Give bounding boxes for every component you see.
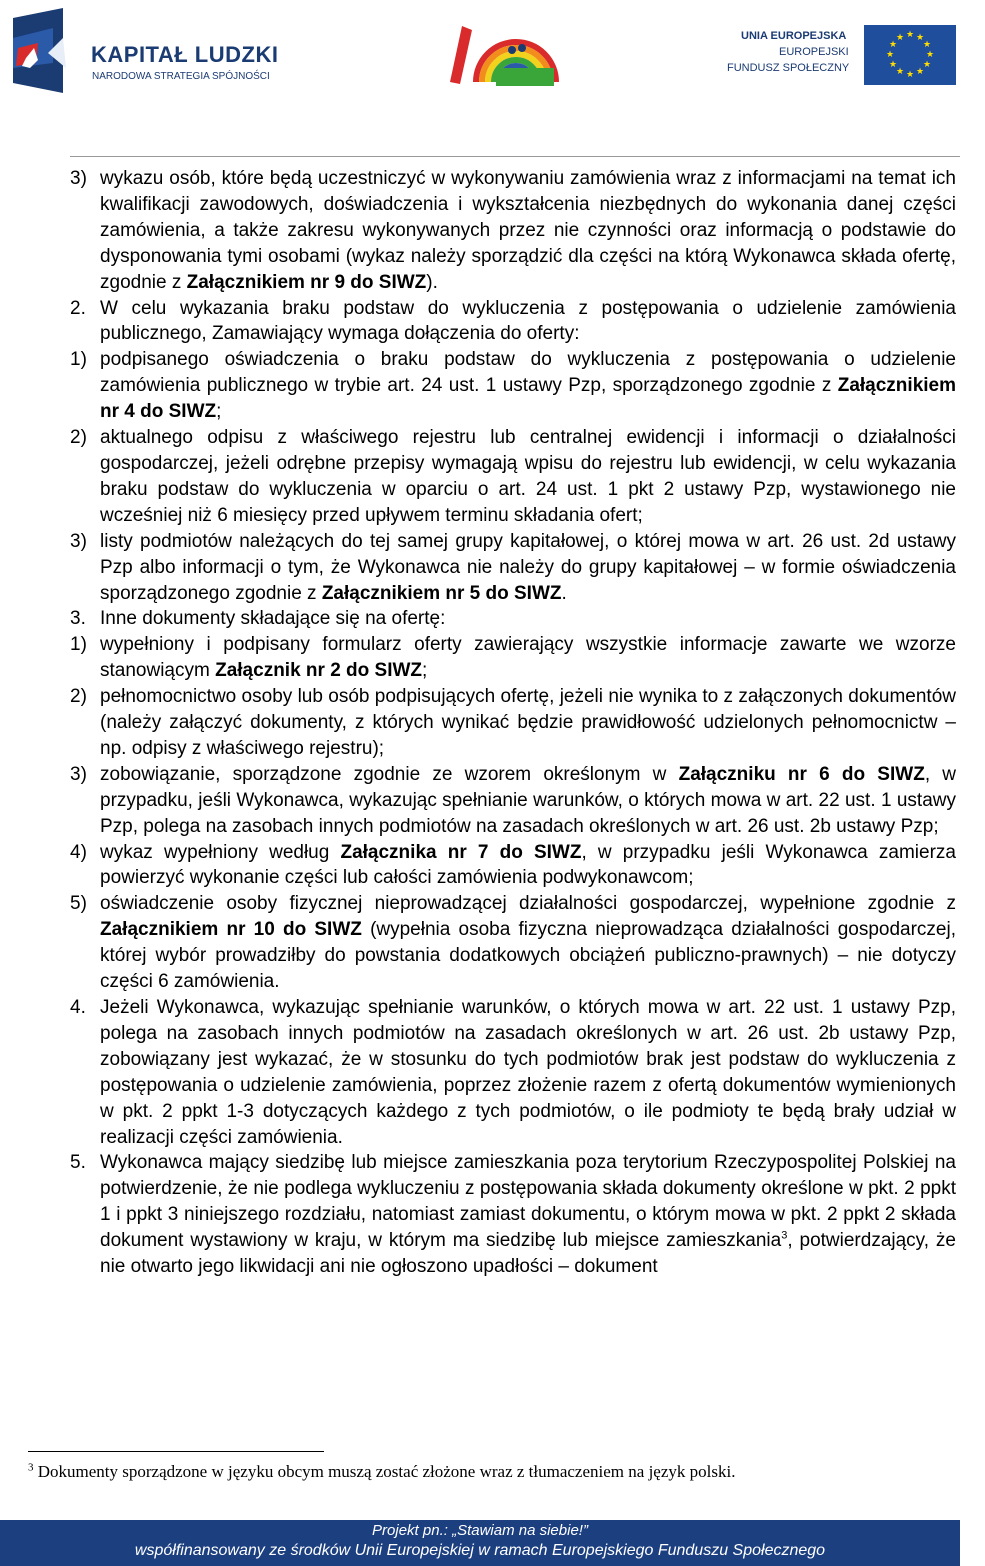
list-item — [70, 425, 956, 529]
item-text: ). — [426, 271, 438, 293]
header-divider — [70, 156, 960, 157]
section-5 — [70, 1150, 956, 1280]
footer-project-name: Projekt pn.: „Stawiam na siebie!” — [372, 1522, 588, 1539]
svg-text:★: ★ — [905, 30, 915, 40]
item-number: 2) — [70, 427, 87, 449]
section-number: 4. — [70, 997, 86, 1018]
svg-text:★: ★ — [925, 50, 935, 60]
svg-text:★: ★ — [895, 33, 905, 43]
footer-funding-note: współfinansowany ze środków Unii Europejskiej w ramach Europejskiego Funduszu Społecznego — [134, 1542, 826, 1559]
mopr-rainbow-icon — [446, 22, 558, 86]
item-text: ; — [422, 660, 428, 682]
item-text: aktualnego odpisu z właściwego rejestru lub centralnej ewidencji i informacji o działalności gospodarczej, jeżeli odrębne przepisy wymagają wpisu do rejestru lub ewidencji, w celu wykazania braku podstaw do wykluczenia w oparciu o art. 24 ust. 1 pkt 2 ustawy Pzp, wystawionego nie wcześniej niż 6 miesięcy przed upływem terminu składania ofert; — [100, 427, 956, 526]
item-number: 5) — [70, 893, 87, 915]
section-number: 2. — [70, 297, 86, 319]
mopr-brand: MOPR — [946, 88, 985, 103]
item-number: 1) — [70, 634, 87, 656]
item-text: zobowiązanie, sporządzone zgodnie ze wzorem określonym w — [100, 763, 679, 785]
footnote-divider — [28, 1451, 324, 1452]
document-body — [70, 166, 956, 1280]
list-item — [70, 347, 956, 425]
section-text: W celu wykazania braku podstaw do wykluczenia z postępowania o udzielenie zamówienia publicznego, Zamawiający wymaga dołączenia do oferty: — [100, 297, 956, 345]
item-bold: Załącznikiem nr 5 do SIWZ — [321, 582, 562, 604]
eu-logo-line-3: FUNDUSZ SPOŁECZNY — [727, 62, 850, 74]
item-bold: Załącznikiem nr 9 do SIWZ — [186, 271, 427, 293]
list-item — [70, 840, 956, 892]
section-3 — [70, 606, 956, 632]
footnote — [28, 1462, 735, 1482]
section-4 — [70, 995, 956, 1150]
item-number: 3) — [70, 168, 87, 189]
item-text: , w przypadku, jeśli Wykonawca, wykazując spełnianie warunków, o których mowa w art. 22 ust. 1 ustawy Pzp, polega na zasobach innych podmiotów na zasadach określonych w art. 26 ust. 2b ustawy Pzp; — [100, 763, 957, 837]
svg-text:★: ★ — [915, 33, 925, 43]
item-number: 2) — [70, 686, 87, 708]
eu-flag-icon — [864, 25, 956, 85]
item-bold: Załączniku nr 6 do SIWZ — [678, 763, 925, 785]
item-text: podpisanego oświadczenia o braku podstaw do wykluczenia z postępowania o udzielenie zamówienia publicznego w trybie art. 24 ust. 1 ustawy Pzp, sporządzonego zgodnie z — [100, 349, 956, 397]
section-text: Inne dokumenty składające się na ofertę: — [100, 608, 446, 630]
item-text: ; — [216, 401, 222, 423]
list-item — [70, 632, 956, 684]
item-text: wykaz wypełniony według — [100, 841, 341, 863]
kapital-ludzki-subtitle: NARODOWA STRATEGIA SPÓJNOŚCI — [92, 71, 270, 82]
item-bold: Załącznik nr 2 do SIWZ — [215, 660, 423, 682]
svg-text:★: ★ — [905, 70, 915, 80]
section-text: , potwierdzający, że nie otwarto jego likwidacji ani nie ogłoszono upadłości – dokument — [100, 1230, 956, 1278]
svg-text:★: ★ — [888, 60, 898, 70]
footnote-marker: 3 — [28, 1461, 34, 1474]
svg-text:★: ★ — [888, 40, 898, 50]
kapital-ludzki-title: KAPITAŁ LUDZKI — [91, 42, 279, 67]
item-text: . — [561, 582, 567, 604]
item-number: 4) — [70, 841, 87, 863]
svg-text:★: ★ — [895, 67, 905, 77]
item-text: oświadczenie osoby fizycznej nieprowadzącej działalności gospodarczej, wypełnione zgodnie z — [100, 893, 956, 915]
svg-text:★: ★ — [922, 60, 932, 70]
item-text: pełnomocnictwo osoby lub osób podpisujących ofertę, jeżeli nie wynika to z załączonych dokumentów (należy załączyć dokumenty, z których wynikać będzie prawidłowość udzielonych pełnomocnictw – np. odpisy z właściwego rejestru); — [100, 686, 956, 759]
list-item — [70, 762, 956, 840]
section-text: Wykonawca mający siedzibę lub miejsce zamieszkania poza terytorium Rzeczypospolitej Polskiej na potwierdzenie, że nie podlega wykluczeniu z postępowania składa dokumenty określone w pkt. 2 ppkt 1 i ppkt 3 niniejszego rozdziału, natomiast zamiast dokumentu, o którym mowa w pkt. 2 ppkt 2 składa dokument wystawiony w kraju, w którym ma siedzibę lub miejsce zamieszkania — [100, 1152, 956, 1252]
item-text: wypełniony i podpisany formularz oferty zawierający wszystkie informacje zawarte we wzorze stanowiącym — [100, 634, 956, 682]
list-item — [70, 891, 956, 995]
item-number: 1) — [70, 349, 87, 371]
item-number: 3) — [70, 530, 87, 552]
item-bold: Załącznikiem nr 4 do SIWZ — [100, 375, 956, 423]
eu-logo-line-1: UNIA EUROPEJSKA — [741, 30, 847, 42]
section-number: 3. — [70, 608, 86, 630]
item-bold: Załącznika nr 7 do SIWZ — [340, 841, 582, 863]
item-bold: Załącznikiem nr 10 do SIWZ — [100, 919, 362, 941]
footnote-reference: 3 — [781, 1229, 788, 1242]
kapital-ludzki-emblem-icon — [8, 8, 88, 98]
eu-logo-line-2: EUROPEJSKI — [779, 46, 849, 58]
svg-text:★: ★ — [885, 50, 895, 60]
section-number: 5. — [70, 1152, 86, 1174]
item-text: , w przypadku jeśli Wykonawca zamierza powierzyć wykonanie części lub całości zamówienia podwykonawcom; — [100, 841, 956, 889]
list-item — [70, 684, 956, 762]
kapital-ludzki-logo — [8, 8, 308, 98]
list-item — [70, 529, 956, 607]
section-2 — [70, 296, 956, 348]
item-text: listy podmiotów należących do tej samej grupy kapitałowej, o której mowa w art. 26 ust. 2d ustawy Pzp albo informacji o tym, że Wykonawca nie należy do grupy kapitałowej – w formie oświadczenia sporządzonego zgodnie z — [100, 530, 956, 604]
item-text: wykazu osób, które będą uczestniczyć w wykonywaniu zamówienia wraz z informacjami na temat ich kwalifikacji zawodowych, doświadczenia i wykształcenia niezbędnych do wykonania danej części zamówienia, a także zakresu wykonywanych przez nie czynności oraz informacją o podstawie do dysponowania tymi osobami (wykaz należy sporządzić dla części na którą Wykonawca składa ofertę, zgodnie z — [100, 168, 956, 293]
footnote-text: Dokumenty sporządzone w języku obcym muszą zostać złożone wraz z tłumaczeniem na język polski. — [33, 1462, 736, 1481]
item-number: 3) — [70, 763, 87, 785]
section-text: Jeżeli Wykonawca, wykazując spełnianie warunków, o których mowa w art. 22 ust. 1 ustawy Pzp, polega na zasobach innych podmiotów na zasadach określonych w art. 26 ust. 2b ustawy Pzp, zobowiązany jest wykazać, że w stosunku do tych podmiotów brak jest podstaw do wykluczenia z postępowania o udzielenie zamówienia, poprzez złożenie razem z ofertą dokumentów wymienionych w pkt. 2 ppkt 1-3 dotyczących każdego z tych podmiotów, o ile podmioty te będą brały udział w realizacji części zamówienia. — [100, 997, 956, 1148]
list-item — [70, 166, 956, 296]
item-text: (wypełnia osoba fizyczna nieprowadząca działalności gospodarczej, której wybór prowadziłby do powstania dodatkowych obciążeń publiczno-prawnych) – nie dotyczy części 6 zamówienia. — [100, 919, 956, 993]
svg-text:★: ★ — [915, 67, 925, 77]
page-header — [0, 0, 985, 110]
svg-text:★: ★ — [922, 40, 932, 50]
